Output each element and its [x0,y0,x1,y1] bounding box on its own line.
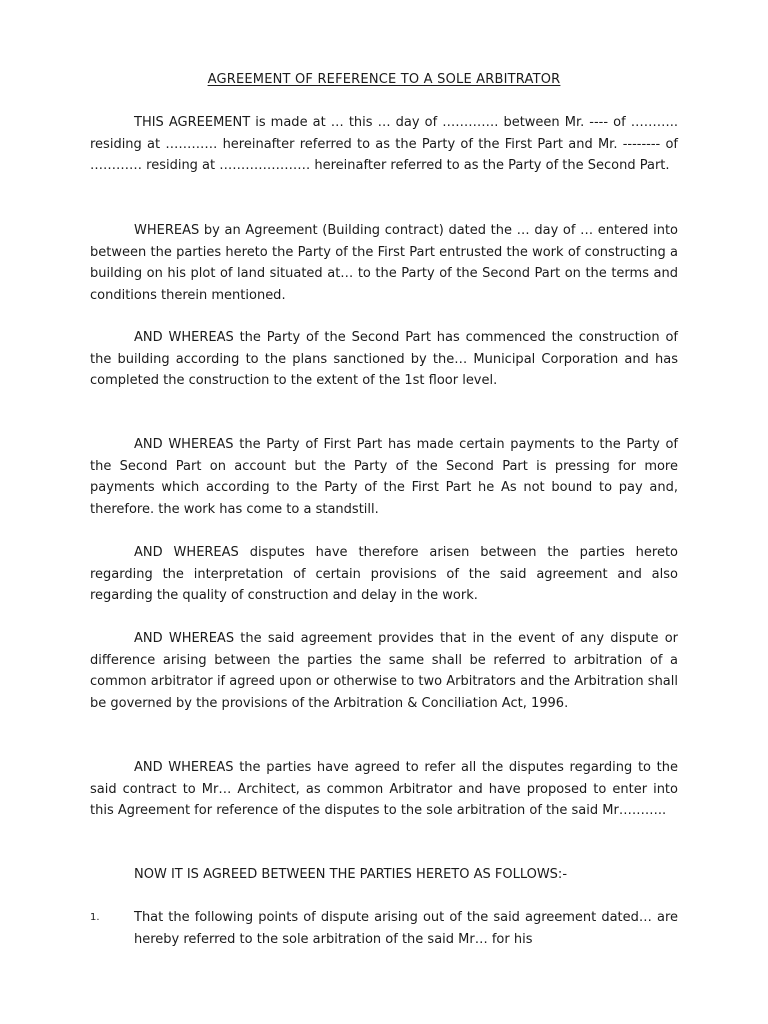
document-title: AGREEMENT OF REFERENCE TO A SOLE ARBITRATOR [207,72,561,87]
paragraph-whereas-arbitration-clause: AND WHEREAS the said agreement provides that in the event of any dispute or difference arising between the parties the same shall be referred to arbitration of a common arbitrator if agreed upon or otherwise to two Arbitrators and the Arbitration shall be governed by the provisions of the Arbitration & Conciliation Act, 1996. [90,631,678,711]
paragraph-preamble: THIS AGREEMENT is made at … this … day of …………. between Mr. ---- of ……….. residing at ………… hereinafter referred to as the Party of the First Part and Mr. -------- of ………… residing at ………………… hereinafter referred to as the Party of the Second Part. [90,115,678,173]
clause-item [90,907,678,950]
paragraph-whereas-payments: AND WHEREAS the Party of First Part has made certain payments to the Party of the Second Part on account but the Party of the Second Part is pressing for more payments which according to the Party of the First Part he As not bound to pay and, therefore. the work has come to a standstill. [90,437,678,517]
paragraph-whereas-reference: AND WHEREAS the parties have agreed to refer all the disputes regarding to the said contract to Mr… Architect, as common Arbitrator and have proposed to enter into this Agreement for reference of the disputes to the sole arbitration of the said Mr……….. [90,760,678,818]
paragraph-whereas-construction: AND WHEREAS the Party of the Second Part has commenced the construction of the building according to the plans sanctioned by the… Municipal Corporation and has completed the construction to the extent of the 1st floor level. [90,330,678,388]
agreed-heading: NOW IT IS AGREED BETWEEN THE PARTIES HERETO AS FOLLOWS:- [134,867,568,882]
clause-number: 1. [90,912,100,923]
clause-text: That the following points of dispute arising out of the said agreement dated… are hereby referred to the sole arbitration of the said Mr… for his [134,910,678,947]
paragraph-whereas-agreement: WHEREAS by an Agreement (Building contract) dated the … day of … entered into between the parties hereto the Party of the First Part entrusted the work of constructing a building on his plot of land situated at… to the Party of the Second Part on the terms and conditions therein mentioned. [90,223,678,303]
paragraph-whereas-disputes: AND WHEREAS disputes have therefore arisen between the parties hereto regarding the interpretation of certain provisions of the said agreement and also regarding the quality of construction and delay in the work. [90,545,678,603]
